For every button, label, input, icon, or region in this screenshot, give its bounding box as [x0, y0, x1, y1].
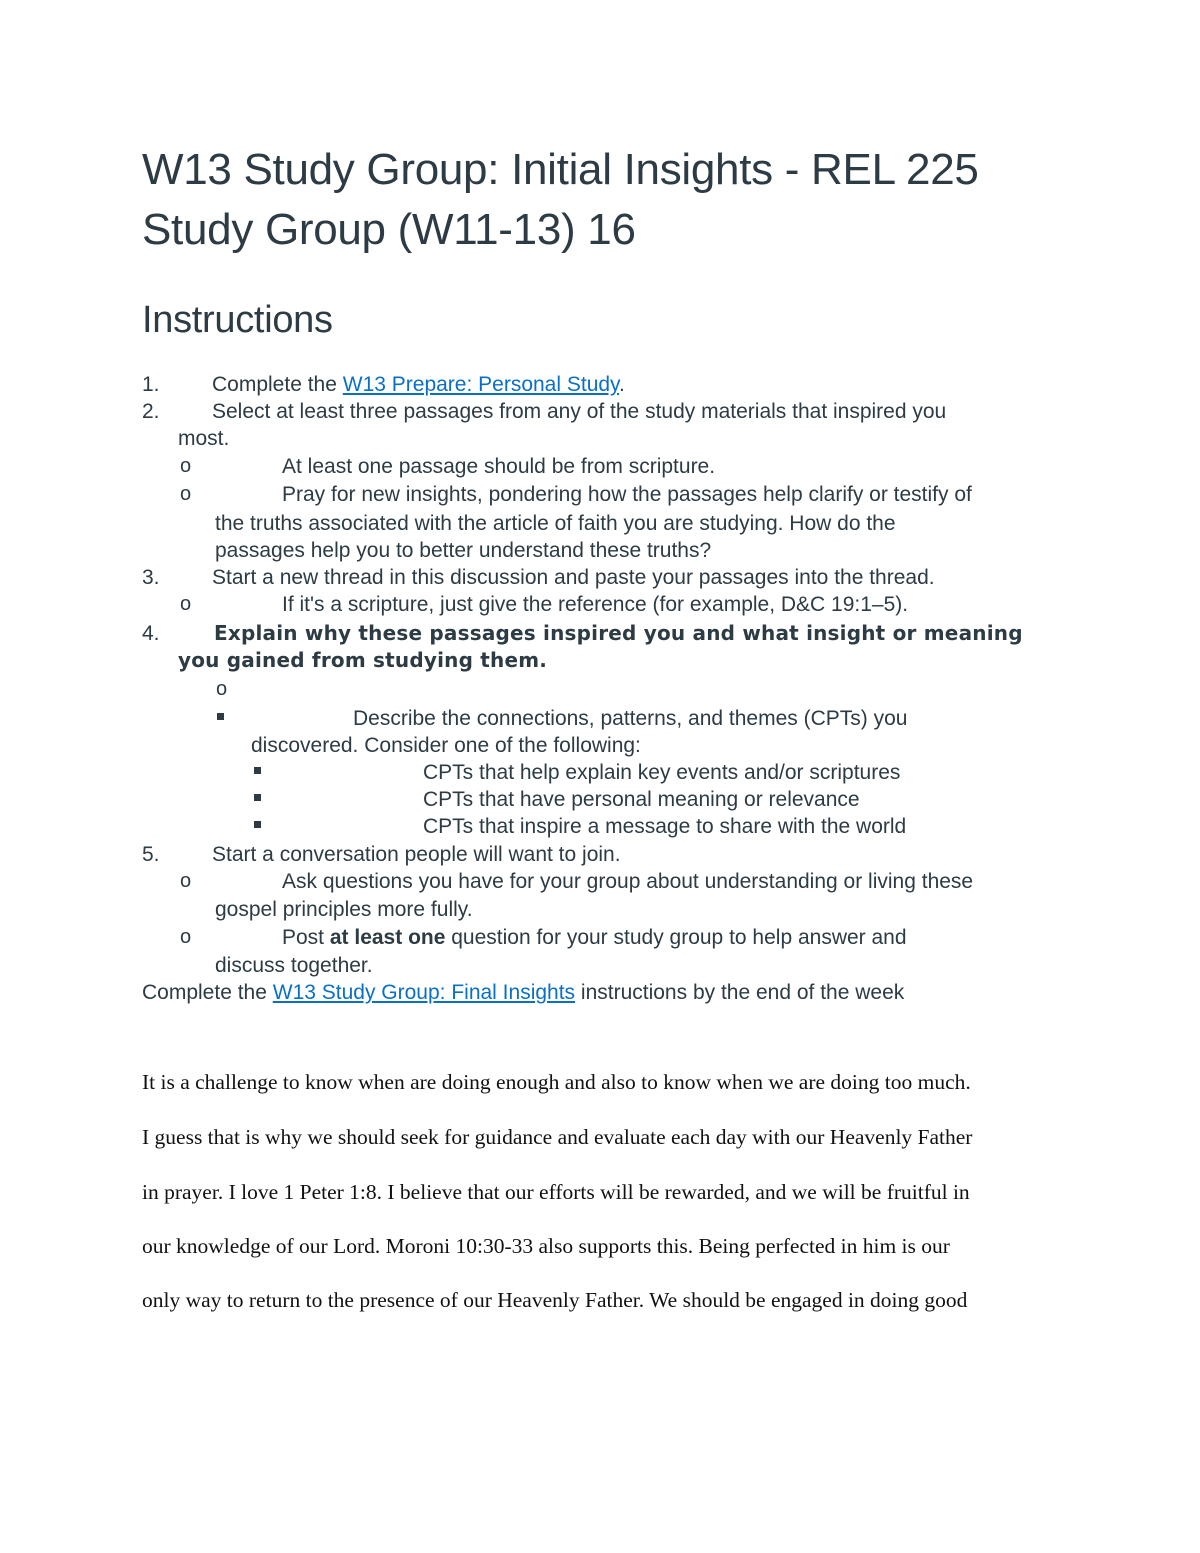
response-line-1: It is a challenge to know when are doing enough and also to know when we are doing too much. — [142, 1070, 971, 1094]
cpt-describe-line-1: Describe the connections, patterns, and themes (CPTs) you — [353, 707, 908, 730]
list-marker-5: 5. — [142, 843, 160, 866]
response-line-3: in prayer. I love 1 Peter 1:8. I believe that our efforts will be rewarded, and we will be fruitful in — [142, 1180, 970, 1204]
sub-item-pray-line-2: the truths associated with the article of faith you are studying. How do the — [215, 512, 896, 535]
closing-instruction: Complete the W13 Study Group: Final Insights instructions by the end of the week — [142, 981, 905, 1004]
sub-item-scripture: At least one passage should be from scripture. — [282, 455, 716, 478]
empty-sub-bullet-marker: o — [216, 678, 228, 700]
sub-bullet-marker: o — [180, 870, 192, 892]
sub-bullet-marker: o — [180, 926, 192, 948]
list-marker-2: 2. — [142, 400, 160, 423]
sub-bullet-marker: o — [180, 483, 192, 505]
instruction-item-3: Start a new thread in this discussion and paste your passages into the thread. — [212, 566, 935, 589]
sub-item-pray-line-3: passages help you to better understand these truths? — [215, 539, 712, 562]
page-title — [142, 140, 1082, 260]
personal-study-link[interactable]: W13 Prepare: Personal Study — [342, 373, 620, 396]
instruction-item-4-line-1: Explain why these passages inspired you and what insight or meaning — [214, 621, 1023, 645]
sub-item-pray-line-1: Pray for new insights, pondering how the passages help clarify or testify of — [282, 483, 972, 506]
title-line-2: Study Group (W11-13) 16 — [142, 205, 636, 254]
instruction-item-5: Start a conversation people will want to join. — [212, 843, 621, 866]
cpt-describe-line-2: discovered. Consider one of the following: — [251, 734, 641, 757]
response-line-2: I guess that is why we should seek for guidance and evaluate each day with our Heavenly Father — [142, 1125, 973, 1149]
sub-item-ask-line-1: Ask questions you have for your group about understanding or living these — [282, 870, 974, 893]
cpt-option-2: CPTs that have personal meaning or relevance — [423, 788, 860, 811]
sub-bullet-marker: o — [180, 593, 192, 615]
list-marker-4: 4. — [142, 622, 160, 645]
instructions-heading: Instructions — [142, 299, 333, 341]
cpt-option-3: CPTs that inspire a message to share with the world — [423, 815, 907, 838]
instruction-item-2-line-1: Select at least three passages from any of the study materials that inspired you — [212, 400, 947, 423]
sub-item-post-line-1: Post at least one question for your study group to help answer and — [282, 926, 907, 949]
response-line-4: our knowledge of our Lord. Moroni 10:30-33 also supports this. Being perfected in him is our — [142, 1234, 950, 1258]
response-line-5: only way to return to the presence of our Heavenly Father. We should be engaged in doing good — [142, 1288, 968, 1312]
square-bullet-icon — [254, 794, 261, 801]
sub-item-post-line-2: discuss together. — [215, 954, 373, 977]
final-insights-link[interactable]: W13 Study Group: Final Insights — [272, 981, 576, 1004]
sub-bullet-marker: o — [180, 455, 192, 477]
emphasis-at-least-one: at least one — [329, 926, 446, 949]
sub-item-ask-line-2: gospel principles more fully. — [215, 898, 473, 921]
list-marker-3: 3. — [142, 566, 160, 589]
square-bullet-icon — [254, 821, 261, 828]
instruction-item-4-line-2: you gained from studying them. — [178, 648, 548, 672]
title-line-1: W13 Study Group: Initial Insights - REL 225 — [142, 145, 979, 194]
sub-item-reference: If it's a scripture, just give the reference (for example, D&C 19:1–5). — [282, 593, 909, 616]
cpt-option-1: CPTs that help explain key events and/or scriptures — [423, 761, 901, 784]
square-bullet-icon — [254, 767, 261, 774]
instruction-item-2-line-2: most. — [178, 427, 230, 450]
square-bullet-icon — [217, 713, 224, 720]
list-marker-1: 1. — [142, 373, 160, 396]
instruction-item-1: Complete the W13 Prepare: Personal Study. — [212, 373, 625, 396]
